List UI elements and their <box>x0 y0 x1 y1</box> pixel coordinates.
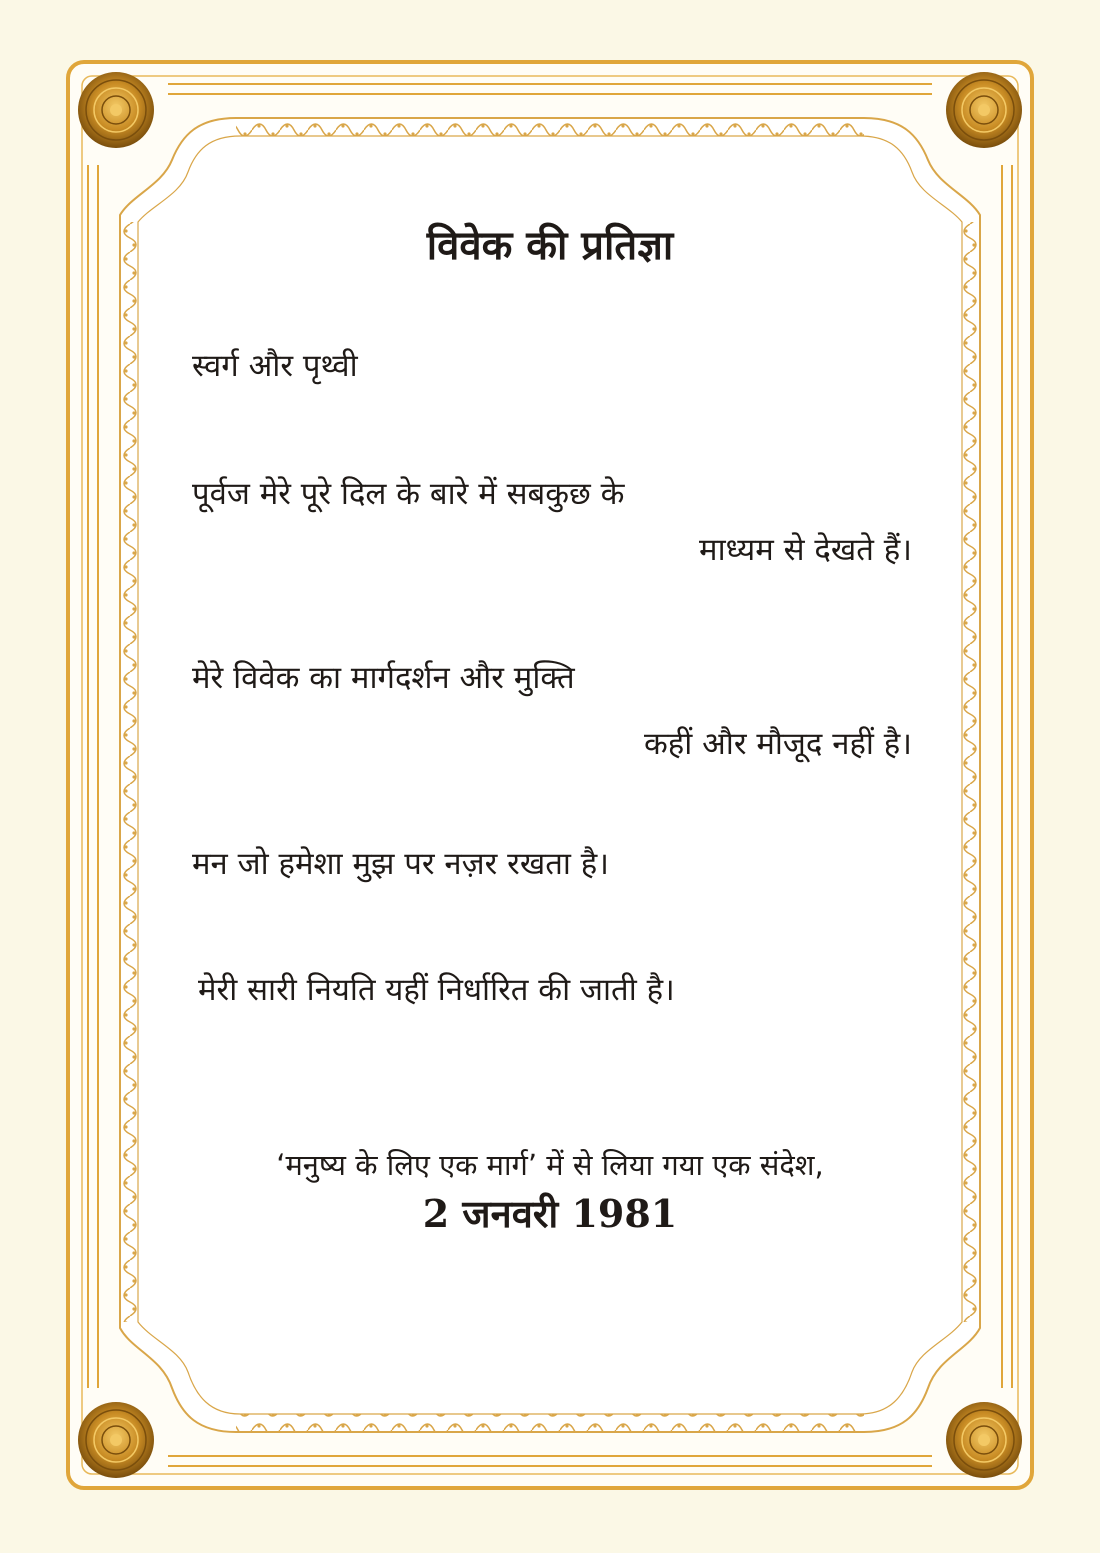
medallion-top-right <box>946 72 1022 148</box>
stanza-3-line-2: कहीं और मौजूद नहीं है। <box>643 726 912 762</box>
stanza-1-line-1: स्वर्ग और पृथ्वी <box>192 348 358 384</box>
stanza-3-line-1: मेरे विवेक का मार्गदर्शन और मुक्ति <box>192 660 575 696</box>
stanza-4-line-1: मन जो हमेशा मुझ पर नज़र रखता है। <box>192 846 609 882</box>
medallion-top-left <box>78 72 154 148</box>
medallion-bottom-right <box>946 1402 1022 1478</box>
source-citation: ‘मनुष्य के लिए एक मार्ग’ में से लिया गया एक संदेश, <box>276 1148 824 1182</box>
stanza-2-line-2: माध्यम से देखते हैं। <box>699 532 912 568</box>
document-title: विवेक की प्रतिज्ञा <box>426 223 674 269</box>
stanza-5-line-1: मेरी सारी नियति यहीं निर्धारित की जाती है। <box>198 972 675 1008</box>
medallion-bottom-left <box>78 1402 154 1478</box>
message-date: 2 जनवरी 1981 <box>422 1191 678 1236</box>
stanza-2-line-1: पूर्वज मेरे पूरे दिल के बारे में सबकुछ के <box>192 476 625 512</box>
